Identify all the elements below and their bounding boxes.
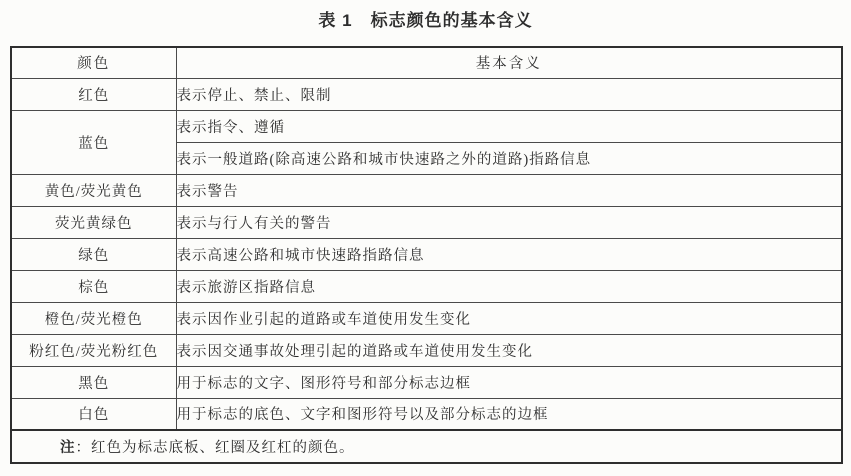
- column-header-meaning: 基本含义: [176, 47, 842, 78]
- meaning-cell: 表示因交通事故处理引起的道路或车道使用发生变化: [176, 334, 842, 366]
- meaning-cell: 表示旅游区指路信息: [176, 270, 842, 302]
- meaning-cell: 表示与行人有关的警告: [176, 206, 842, 238]
- meaning-cell: 表示警告: [176, 174, 842, 206]
- meaning-cell: 表示指令、遵循: [176, 110, 842, 142]
- table-row: [11, 334, 842, 366]
- sign-color-meaning-table: [10, 46, 843, 464]
- meaning-cell: 表示因作业引起的道路或车道使用发生变化: [176, 302, 842, 334]
- table-row: [11, 174, 842, 206]
- color-name-cell: 黑色: [11, 366, 176, 398]
- table-row: [11, 366, 842, 398]
- table-body: [11, 78, 842, 430]
- meaning-cell: 表示一般道路(除高速公路和城市快速路之外的道路)指路信息: [176, 142, 842, 174]
- note-row: [11, 430, 842, 463]
- color-name-cell: 粉红色/荧光粉红色: [11, 334, 176, 366]
- table-row: [11, 206, 842, 238]
- table-row: [11, 78, 842, 110]
- table-row: [11, 270, 842, 302]
- header-row: [11, 47, 842, 78]
- column-header-color: 颜色: [11, 47, 176, 78]
- note-text: ：红色为标志底板、红圈及红杠的颜色。: [75, 440, 355, 456]
- table-row: [11, 302, 842, 334]
- meaning-cell: 表示高速公路和城市快速路指路信息: [176, 238, 842, 270]
- color-name-cell: 棕色: [11, 270, 176, 302]
- color-name-cell: 荧光黄绿色: [11, 206, 176, 238]
- meaning-cell: 用于标志的文字、图形符号和部分标志边框: [176, 366, 842, 398]
- table-row: [11, 238, 842, 270]
- color-name-cell: 蓝色: [11, 110, 176, 174]
- meaning-cell: 表示停止、禁止、限制: [176, 78, 842, 110]
- table-row: [11, 398, 842, 430]
- meaning-cell: 用于标志的底色、文字和图形符号以及部分标志的边框: [176, 398, 842, 430]
- table-caption: 表 1 标志颜色的基本含义: [318, 11, 533, 30]
- color-name-cell: 白色: [11, 398, 176, 430]
- note-label: 注: [60, 440, 76, 456]
- table-row: [11, 110, 842, 142]
- color-name-cell: 黄色/荧光黄色: [11, 174, 176, 206]
- note-cell: [11, 430, 842, 463]
- color-name-cell: 橙色/荧光橙色: [11, 302, 176, 334]
- color-name-cell: 绿色: [11, 238, 176, 270]
- color-name-cell: 红色: [11, 78, 176, 110]
